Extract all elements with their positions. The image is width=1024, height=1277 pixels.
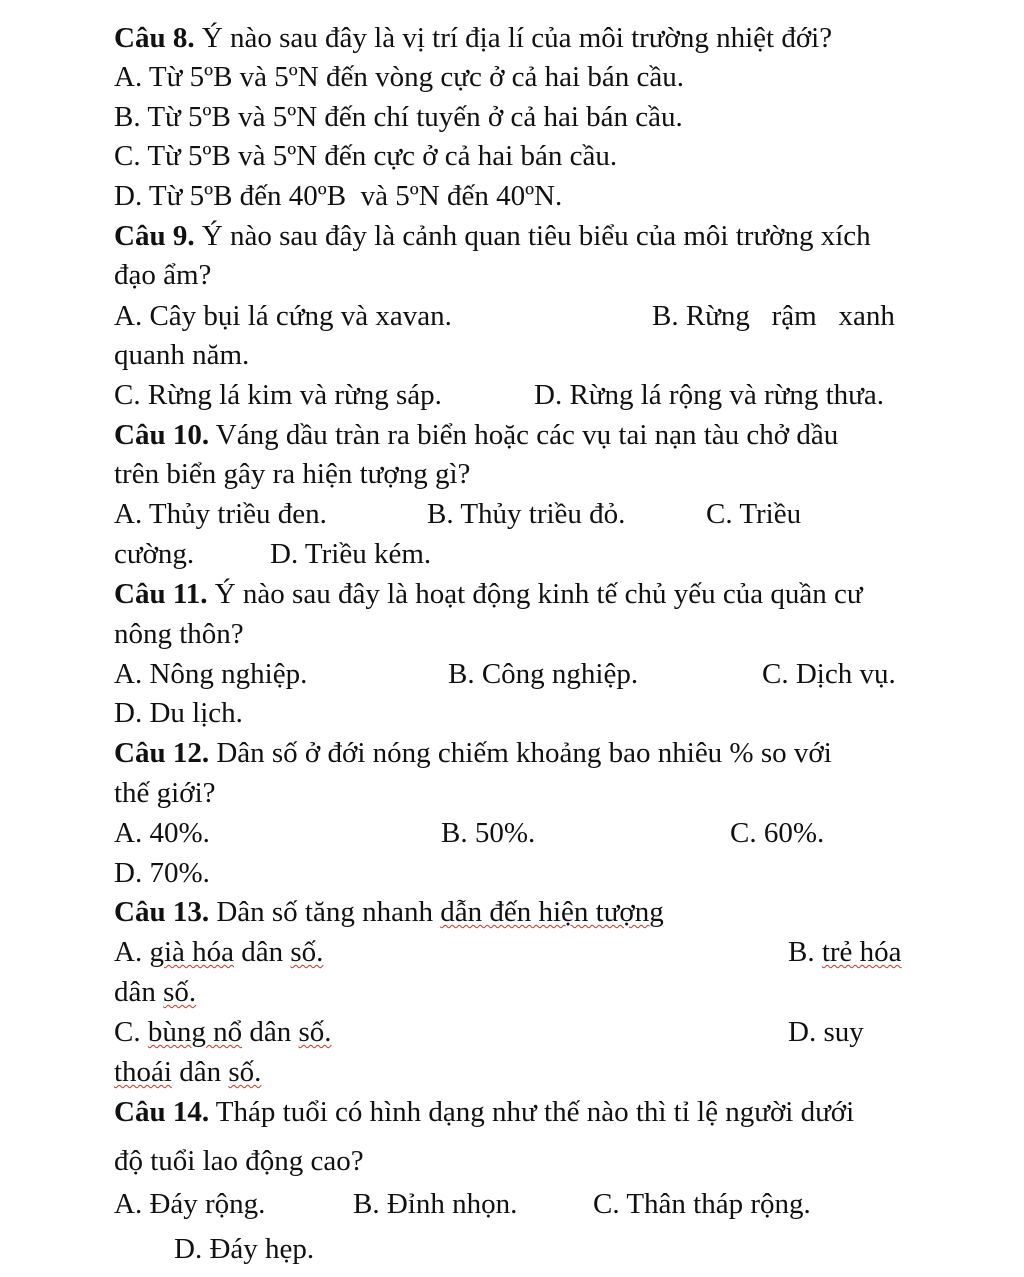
q9-option-a: A. Cây bụi lá cứng và xavan. <box>114 300 452 332</box>
q9-label: Câu 9. <box>114 220 195 252</box>
q13-a-flagged-word-2: số. <box>290 936 324 968</box>
q13-c-flagged-word-1: bùng nổ <box>147 1016 243 1048</box>
q14-text-line2: độ tuổi lao động cao? <box>114 1145 364 1177</box>
q12-stem <box>114 739 832 768</box>
q13-stem <box>114 898 664 927</box>
q13-b2-flagged-word: số. <box>163 976 197 1008</box>
q12-option-a: A. 40%. <box>114 817 210 849</box>
q13-b-prefix: B. <box>788 936 822 968</box>
q9-text-line1: Ý nào sau đây là cảnh quan tiêu biểu của môi trường xích <box>194 220 871 252</box>
q13-option-d-line1: D. suy <box>788 1016 864 1048</box>
q12-option-b: B. 50%. <box>441 817 536 849</box>
q13-option-c <box>114 1018 332 1047</box>
q11-option-d: D. Du lịch. <box>114 697 243 729</box>
q8-stem <box>114 24 832 53</box>
q12-label: Câu 12. <box>114 737 210 769</box>
q9-option-d: D. Rừng lá rộng và rừng thưa. <box>534 379 884 411</box>
q13-b-flagged-word: trẻ hóa <box>821 936 902 968</box>
q11-option-b: B. Công nghiệp. <box>448 658 639 690</box>
q10-option-b: B. Thủy triều đỏ. <box>427 498 626 530</box>
q8-option-c: C. Từ 5ºB và 5ºN đến cực ở cả hai bán cầu. <box>114 140 618 172</box>
q14-option-c: C. Thân tháp rộng. <box>593 1188 811 1220</box>
q10-option-a: A. Thủy triều đen. <box>114 498 327 530</box>
q13-d2-flagged-word-2: số. <box>228 1056 262 1088</box>
q11-option-c: C. Dịch vụ. <box>762 658 896 690</box>
q13-d2-middle: dân <box>172 1056 229 1088</box>
q8-option-a: A. Từ 5ºB và 5ºN đến vòng cực ở cả hai bán cầu. <box>114 61 684 93</box>
q13-text: Dân số tăng nhanh <box>209 896 441 928</box>
q13-c-flagged-word-2: số. <box>298 1016 332 1048</box>
q14-label: Câu 14. <box>114 1096 210 1128</box>
q13-option-a <box>114 938 323 967</box>
q11-stem <box>114 580 863 609</box>
q13-a-flagged-word-1: già hóa <box>149 936 235 968</box>
q13-label: Câu 13. <box>114 896 210 928</box>
q8-option-b: B. Từ 5ºB và 5ºN đến chí tuyến ở cả hai bán cầu. <box>114 101 683 133</box>
q8-option-d: D. Từ 5ºB đến 40ºB và 5ºN đến 40ºN. <box>114 180 563 212</box>
q9-text-line2: đạo ẩm? <box>114 259 212 291</box>
q12-option-d: D. 70%. <box>114 857 210 889</box>
q10-stem <box>114 421 838 450</box>
q10-label: Câu 10. <box>114 419 210 451</box>
q9-option-c: C. Rừng lá kim và rừng sáp. <box>114 379 442 411</box>
q14-option-b: B. Đỉnh nhọn. <box>353 1188 518 1220</box>
q12-text-line1: Dân số ở đới nóng chiếm khoảng bao nhiêu % so với <box>209 737 832 769</box>
q13-a-middle: dân <box>234 936 291 968</box>
q9-stem <box>114 222 871 251</box>
q9-option-b-line2: quanh năm. <box>114 339 250 371</box>
q14-option-a: A. Đáy rộng. <box>114 1188 266 1220</box>
q14-stem <box>114 1098 854 1127</box>
q13-c-prefix: C. <box>114 1016 148 1048</box>
q9-option-b-line1: B. Rừng rậm xanh <box>652 300 895 332</box>
q13-c-middle: dân <box>242 1016 299 1048</box>
q10-option-d: D. Triều kém. <box>270 538 432 570</box>
q12-option-c: C. 60%. <box>730 817 825 849</box>
q11-label: Câu 11. <box>114 578 208 610</box>
q13-text-flagged: dẫn đến hiện tượng <box>440 896 664 928</box>
q10-text-line2: trên biển gây ra hiện tượng gì? <box>114 458 471 490</box>
q13-d2-flagged-word-1: thoái <box>114 1056 172 1088</box>
q12-text-line2: thế giới? <box>114 777 216 809</box>
q11-text-line2: nông thôn? <box>114 618 244 650</box>
q14-option-d: D. Đáy hẹp. <box>174 1233 315 1265</box>
q10-option-c-line1: C. Triều <box>706 498 802 530</box>
q13-a-prefix: A. <box>114 936 150 968</box>
q14-text-line1: Tháp tuổi có hình dạng như thế nào thì tỉ lệ người dưới <box>209 1096 855 1128</box>
q11-option-a: A. Nông nghiệp. <box>114 658 308 690</box>
q10-text-line1: Váng dầu tràn ra biển hoặc các vụ tai nạn tàu chở dầu <box>209 419 839 451</box>
q8-label: Câu 8. <box>114 22 195 54</box>
q8-text: Ý nào sau đây là vị trí địa lí của môi trường nhiệt đới? <box>194 22 833 54</box>
q13-option-b-line2 <box>114 978 196 1007</box>
q11-text-line1: Ý nào sau đây là hoạt động kinh tế chủ yếu của quần cư <box>207 578 863 610</box>
q13-option-d-line2 <box>114 1058 261 1087</box>
q10-option-c-line2: cường. <box>114 538 195 570</box>
q13-option-b-line1 <box>788 938 902 967</box>
q13-b2-prefix: dân <box>114 976 164 1008</box>
